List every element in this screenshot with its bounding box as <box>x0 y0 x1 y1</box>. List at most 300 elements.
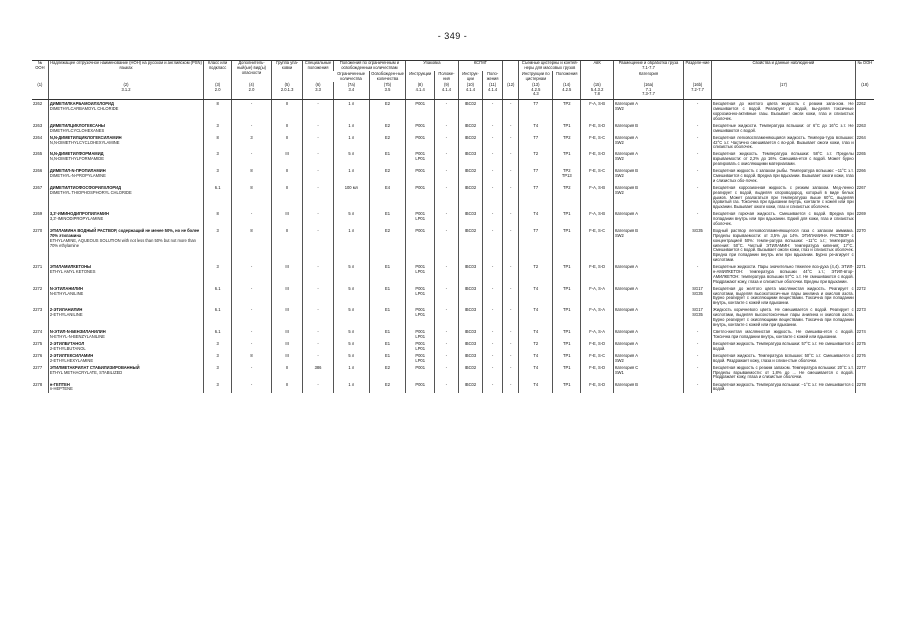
subheader-ibc-instructions: Инструк-ции <box>458 71 483 81</box>
column-12: - <box>503 328 519 340</box>
stowage-category: Категория A <box>613 210 683 227</box>
properties: Бесцветная горючая жидкость. Смешивается с водой. Вредна при попадании внутрь или при вдыхании. Едкий для кожи, глаз и слизистых оболочек. <box>713 211 854 227</box>
ibc-provision: - <box>483 122 503 134</box>
special-provisions: - <box>303 210 333 227</box>
packing-instruction: P001 <box>406 167 435 184</box>
shipping-name-ru: ДИМЕТИЛЦИКЛОГЕКСАНЫ <box>49 122 105 128</box>
shipping-name-en: n-HEPTENE <box>49 386 73 392</box>
packing-group: II <box>271 381 303 393</box>
excepted-quantity: E2 <box>369 167 405 184</box>
col-header-un: № ООН <box>32 61 48 82</box>
stowage-category: Категория A SW2 <box>613 352 683 364</box>
segregation: SG17 SG35 <box>684 306 712 328</box>
shipping-name <box>48 263 203 285</box>
properties: Бесцветные жидкости. Температура вспышки: от 6°С до 16°С з.т. Не смешиваются с водой. <box>713 122 854 133</box>
ems-code: F-E, S-C <box>581 227 614 263</box>
limited-quantity: 5 л <box>333 285 369 307</box>
ems-code: F-E, S-D <box>581 263 614 285</box>
packing-instruction: P001 <box>406 122 435 134</box>
limited-quantity: 5 л <box>333 340 369 352</box>
packing-instruction: P001 LP01 <box>406 263 435 285</box>
packing-instruction: P001 <box>406 100 435 122</box>
tank-instruction: T4 <box>519 285 553 307</box>
stowage-category: Категория B <box>613 122 683 134</box>
ibc-provision: - <box>483 263 503 285</box>
subsidiary-risk: - <box>232 263 272 285</box>
ibc-provision: - <box>483 364 503 381</box>
stowage-category: Категория B SW2 <box>613 167 683 184</box>
subsidiary-risk: - <box>232 381 272 393</box>
un-number: 2262 <box>33 101 43 107</box>
packing-provision: - <box>435 263 458 285</box>
special-provisions: - <box>303 227 333 263</box>
packing-group: III <box>271 263 303 285</box>
class: 3 <box>204 352 232 364</box>
special-provisions: - <box>303 328 333 340</box>
un-number: 2277 <box>33 364 43 370</box>
excepted-quantity: E1 <box>369 150 405 167</box>
limited-quantity: 1 л <box>333 227 369 263</box>
packing-instruction: P001 LP01 <box>406 210 435 227</box>
tank-instruction: T4 <box>519 122 553 134</box>
packing-provision: - <box>435 227 458 263</box>
subsidiary-risk: - <box>232 364 272 381</box>
subsidiary-risk: - <box>232 328 272 340</box>
tank-provision: TP2 <box>553 134 581 151</box>
properties: Бесцветная жидкость. Температура вспышки: 50°С з.т. Смешивается с водой. Раздражает кожу, глаза и слизи-стые оболочки. <box>713 352 854 363</box>
un-number-right: 2278 <box>855 381 874 393</box>
column-number: (13) 4.2.5 4.3 <box>519 82 553 100</box>
packing-instruction: P001 <box>406 227 435 263</box>
shipping-name-en: 3,3'-IMINODIPROPYLAMINE <box>49 216 104 222</box>
column-12: - <box>503 364 519 381</box>
column-number: (12) <box>503 82 519 100</box>
tank-instruction: T4 <box>519 328 553 340</box>
col-header-class: Класс или подкласс <box>204 61 232 82</box>
packing-instruction: P001 LP01 <box>406 352 435 364</box>
stowage-category: Категория A SW2 <box>613 100 683 122</box>
excepted-quantity: E1 <box>369 263 405 285</box>
column-12: - <box>503 100 519 122</box>
segregation: - <box>684 352 712 364</box>
properties: Бесцветная до желтого цвета маслянистая жидкость. Реагирует с кислотами, выделяя высокотоксич-ные пары анилина и окислов азота. Бурно реагирует с окисляющими веществами. Токсична при попадании внутрь, контакте с кожей или вдыхании. <box>713 285 854 306</box>
un-number-right: 2274 <box>855 328 874 340</box>
table-row <box>32 134 874 151</box>
ibc-provision: - <box>483 285 503 307</box>
un-number-right: 2267 <box>855 184 874 210</box>
ibc-instruction: IBC02 <box>458 184 483 210</box>
ibc-provision: - <box>483 184 503 210</box>
packing-provision: - <box>435 100 458 122</box>
ibc-provision: - <box>483 150 503 167</box>
special-provisions: - <box>303 134 333 151</box>
tank-provision: TP2 <box>553 100 581 122</box>
tank-provision: TP1 <box>553 328 581 340</box>
ibc-instruction: IBC02 <box>458 134 483 151</box>
col-header-subsidiary-risk: Дополнитель-ный(ые) вид(ы) опасности <box>232 61 272 82</box>
properties: Водный раствор легковоспламеняющегося газа с запахом аммиака. Пределы взрываемости: от 3,5% до 14%. ЭТИЛАМИНА РАСТВОР с концентрацией 50%: темпе-ратура вспышки: −11°С з.т.; температура кипения: 50°С. Чистый ЭТИЛАМИН: температура кипения: 17°С. Смешивается с водой. Вызывает ожоги кожи, глаз и слизистых оболочек. Вредна при попадании внутрь или при вдыхании. Бурно ре-агирует с кислотами. <box>713 228 854 262</box>
packing-group: II <box>271 122 303 134</box>
special-provisions: 386 <box>303 364 333 381</box>
un-number: 2264 <box>33 134 43 140</box>
properties: Бесцветная до желтого цвета жидкость с резким запа-хом. Не смешивается с водой. Реагирует с водой, вы-деляя токсичные коррозионно-активные газы. Вызывает ожоги кожи, глаз и слизистых оболочек. <box>713 101 854 121</box>
limited-quantity: 5 л <box>333 306 369 328</box>
shipping-name-ru: ЭТИЛАМИЛКЕТОНЫ <box>49 264 92 270</box>
column-number: (15) 5.4.3.2 7.8 <box>581 82 614 100</box>
ems-code: F-E, S-D <box>581 150 614 167</box>
class: 3 <box>204 150 232 167</box>
col-header-stowage: Размещение и обработка груза 7.1-7.7 <box>613 61 683 72</box>
packing-group: III <box>271 150 303 167</box>
excepted-quantity: E2 <box>369 122 405 134</box>
limited-quantity: 100 мл <box>333 184 369 210</box>
un-number-right: 2273 <box>855 306 874 328</box>
ems-code: F-A, S-A <box>581 328 614 340</box>
table-row <box>32 352 874 364</box>
excepted-quantity: E1 <box>369 285 405 307</box>
shipping-name-ru: 2-ЭТИЛГЕКСИЛАМИН <box>49 352 94 358</box>
subsidiary-risk: 8 <box>232 184 272 210</box>
packing-provision: - <box>435 306 458 328</box>
packing-instruction: P001 LP01 <box>406 150 435 167</box>
packing-group: II <box>271 184 303 210</box>
class: 3 <box>204 381 232 393</box>
segregation: - <box>684 263 712 285</box>
class: 3 <box>204 227 232 263</box>
shipping-name-en: N-ETHYLANILINE <box>49 290 84 296</box>
shipping-name <box>48 227 203 263</box>
ibc-provision: - <box>483 381 503 393</box>
ibc-instruction: IBC03 <box>458 210 483 227</box>
column-12: - <box>503 150 519 167</box>
segregation: - <box>684 340 712 352</box>
column-12: - <box>503 352 519 364</box>
table-row <box>32 184 874 210</box>
subsidiary-risk: - <box>232 122 272 134</box>
ibc-provision: - <box>483 210 503 227</box>
packing-group: III <box>271 210 303 227</box>
table-row <box>32 122 874 134</box>
packing-provision: - <box>435 285 458 307</box>
ibc-instruction: IBC03 <box>458 340 483 352</box>
stowage-category: Категория A <box>613 263 683 285</box>
column-number: (4) 2.0 <box>232 82 272 100</box>
col-header-special-provisions: Специальные положения <box>303 61 333 82</box>
segregation: - <box>684 122 712 134</box>
table-row <box>32 227 874 263</box>
column-number: (11) 4.1.4 <box>483 82 503 100</box>
excepted-quantity: E1 <box>369 340 405 352</box>
limited-quantity: 1 л <box>333 122 369 134</box>
col-header-ems: АвК <box>581 61 614 82</box>
subsidiary-risk: 8 <box>232 352 272 364</box>
column-number: (2) 3.1.2 <box>48 82 203 100</box>
special-provisions: - <box>303 167 333 184</box>
packing-provision: - <box>435 328 458 340</box>
subsidiary-risk: 8 <box>232 167 272 184</box>
class: 3 <box>204 122 232 134</box>
subheader-limited: Ограниченные количества <box>337 71 366 81</box>
class: 3 <box>204 263 232 285</box>
properties: Бесцветная жидкость с резким запахом. Температура вспышки: 20°С з.т. Пределы взрываемости: от 1,8% до ... Не смешивается с водой. Раздражает кожу, глаза и слизистые оболочки. <box>713 364 854 380</box>
column-12: - <box>503 306 519 328</box>
excepted-quantity: E2 <box>369 134 405 151</box>
un-number-right: 2264 <box>855 134 874 151</box>
column-number: (9) 4.1.4 <box>435 82 458 100</box>
special-provisions: - <box>303 263 333 285</box>
packing-group: III <box>271 306 303 328</box>
un-number-right: 2272 <box>855 285 874 307</box>
column-12: - <box>503 134 519 151</box>
tank-provision: TP1 <box>553 227 581 263</box>
shipping-name-en: ETHYL AMYL KETONES <box>49 268 96 274</box>
segregation: - <box>684 210 712 227</box>
packing-provision: - <box>435 122 458 134</box>
segregation: - <box>684 184 712 210</box>
packing-group: II <box>271 167 303 184</box>
table-row <box>32 167 874 184</box>
excepted-quantity: E1 <box>369 306 405 328</box>
tank-provision: TP1 <box>553 150 581 167</box>
tank-instruction: T4 <box>519 210 553 227</box>
dangerous-goods-table <box>32 60 874 393</box>
subheader-pack-provisions: Положе-ния <box>435 71 458 81</box>
table-row <box>32 150 874 167</box>
class: 3 <box>204 167 232 184</box>
class: 8 <box>204 210 232 227</box>
packing-provision: - <box>435 340 458 352</box>
ibc-instruction: IBC03 <box>458 263 483 285</box>
stowage-category: Категория A <box>613 285 683 307</box>
un-number-right: 2265 <box>855 150 874 167</box>
packing-provision: - <box>435 134 458 151</box>
ibc-provision: - <box>483 340 503 352</box>
excepted-quantity: E1 <box>369 210 405 227</box>
subheader-tank-instructions: Инструкции по цистернам <box>519 71 553 81</box>
properties: Бесцветная жидкость. Температура вспышки: 58°С з.т. Пределы взрываемости: от 2,2% до 16%. Смешива-ется с водой. Может бурно реагировать с окисляющими материалами. <box>713 151 854 167</box>
un-number: 2272 <box>33 285 43 291</box>
excepted-quantity: E2 <box>369 381 405 393</box>
un-number: 2274 <box>33 328 43 334</box>
un-number: 2271 <box>33 264 43 270</box>
packing-instruction: P001 LP01 <box>406 328 435 340</box>
limited-quantity: 5 л <box>333 263 369 285</box>
excepted-quantity: E2 <box>369 364 405 381</box>
ibc-instruction: IBC02 <box>458 227 483 263</box>
column-number: (10) 4.1.4 <box>458 82 483 100</box>
class: 6.1 <box>204 306 232 328</box>
tank-provision: TP1 <box>553 381 581 393</box>
un-number-right: 2266 <box>855 167 874 184</box>
un-number-right: 2276 <box>855 352 874 364</box>
stowage-category: Категория A <box>613 328 683 340</box>
col-header-limited-quantities: Положения по ограниченным и освобожденным количествам <box>333 61 405 72</box>
tank-instruction: T7 <box>519 134 553 151</box>
limited-quantity: 1 л <box>333 134 369 151</box>
un-number-right: 2262 <box>855 100 874 122</box>
un-number: 2273 <box>33 307 43 313</box>
col-header-ibc: КСГМГ <box>458 61 502 72</box>
ems-code: F-A, S-A <box>581 285 614 307</box>
un-number: 2269 <box>33 211 43 217</box>
shipping-name <box>48 285 203 307</box>
column-number: (18) <box>855 82 874 100</box>
table-row <box>32 100 874 122</box>
tank-instruction: T2 <box>519 263 553 285</box>
un-number: 2278 <box>33 381 43 387</box>
un-number: 2265 <box>33 151 43 157</box>
ibc-instruction: IBC03 <box>458 150 483 167</box>
column-number: (6) 3.3 <box>303 82 333 100</box>
shipping-name-en: 2-ETHYLANILINE <box>49 312 83 318</box>
tank-instruction: T4 <box>519 352 553 364</box>
limited-quantity: 1 л <box>333 100 369 122</box>
shipping-name-en: N,N-DIMETHYLFORMAMIDE <box>49 156 104 162</box>
column-number: (3) 2.0 <box>204 82 232 100</box>
shipping-name-ru: ДИМЕТИЛКАРБАМОИЛХЛОРИД <box>49 101 114 107</box>
subsidiary-risk: - <box>232 210 272 227</box>
packing-group: II <box>271 227 303 263</box>
segregation: SG17 SG35 <box>684 285 712 307</box>
packing-provision: - <box>435 167 458 184</box>
segregation: - <box>684 167 712 184</box>
packing-provision: - <box>435 352 458 364</box>
shipping-name <box>48 306 203 328</box>
table-row <box>32 263 874 285</box>
subsidiary-risk: 3 <box>232 134 272 151</box>
table-row <box>32 364 874 381</box>
tank-instruction: T7 <box>519 100 553 122</box>
shipping-name-en: ETHYLAMINE, AQUEOUS SOLUTION with not less than 50% but not more than 70% ethylamine <box>49 237 196 248</box>
ems-code: F-E, S-D <box>581 364 614 381</box>
packing-group: II <box>271 364 303 381</box>
ibc-provision: - <box>483 227 503 263</box>
segregation: - <box>684 134 712 151</box>
shipping-name <box>48 150 203 167</box>
shipping-name <box>48 167 203 184</box>
subheader-tank-provisions: Положения <box>553 71 581 81</box>
col-header-name: Надлежащее отгрузочное наименование (НОН) на русском и английском (PSN) языках <box>48 61 203 82</box>
class: 6.1 <box>204 285 232 307</box>
packing-provision: - <box>435 210 458 227</box>
tank-instruction: T7 <box>519 227 553 263</box>
properties: Бесцветная жидкость. Температура вспышки: 57°С з.т. Не смешивается с водой. <box>713 340 854 351</box>
ems-code: F-E, S-D <box>581 122 614 134</box>
shipping-name-en: N,N-DIMETHYLCYCLOHEXYLAMINE <box>49 139 120 145</box>
column-number: (5) 2.0.1.3 <box>271 82 303 100</box>
limited-quantity: 5 л <box>333 150 369 167</box>
stowage-category: Категория B SW2 <box>613 227 683 263</box>
special-provisions: - <box>303 100 333 122</box>
packing-instruction: P001 <box>406 184 435 210</box>
stowage-category: Категория B <box>613 381 683 393</box>
packing-provision: - <box>435 381 458 393</box>
class: 8 <box>204 100 232 122</box>
shipping-name-ru: ЭТИЛМЕТАКРИЛАТ СТАБИЛИЗИРОВАННЫЙ <box>49 364 140 370</box>
limited-quantity: 1 л <box>333 167 369 184</box>
tank-instruction: T2 <box>519 340 553 352</box>
tank-instruction: T2 <box>519 150 553 167</box>
properties: Бесцветная жидкость. Температура вспышки: −1°С з.т. Не смешивается с водой. <box>713 381 854 392</box>
special-provisions: - <box>303 381 333 393</box>
special-provisions: - <box>303 184 333 210</box>
tank-provision: TP1 <box>553 352 581 364</box>
special-provisions: - <box>303 285 333 307</box>
col-header-packing-group: Группа упа-ковки <box>271 61 303 82</box>
tank-provision: TP2 <box>553 184 581 210</box>
shipping-name <box>48 381 203 393</box>
excepted-quantity: E1 <box>369 352 405 364</box>
packing-provision: - <box>435 364 458 381</box>
un-number-right: 2263 <box>855 122 874 134</box>
column-12: - <box>503 184 519 210</box>
table-row <box>32 285 874 307</box>
un-number-right: 2270 <box>855 227 874 263</box>
segregation: - <box>684 150 712 167</box>
column-12: - <box>503 167 519 184</box>
limited-quantity: 5 л <box>333 210 369 227</box>
ibc-provision: - <box>483 134 503 151</box>
col-header-packing: Упаковка <box>406 61 459 72</box>
packing-group: II <box>271 134 303 151</box>
page-number: - 349 - <box>437 31 468 41</box>
ibc-provision: - <box>483 167 503 184</box>
packing-group: II <box>271 100 303 122</box>
shipping-name <box>48 328 203 340</box>
excepted-quantity: E4 <box>369 184 405 210</box>
tank-provision: TP1 <box>553 364 581 381</box>
shipping-name-en: DIMETHYL-N-PROPYLAMINE <box>49 173 106 179</box>
column-12: - <box>503 381 519 393</box>
class: 6.1 <box>204 328 232 340</box>
tank-provision: TP1 <box>553 285 581 307</box>
un-number-right: 2269 <box>855 210 874 227</box>
column-number: (8) 4.1.4 <box>406 82 435 100</box>
shipping-name-ru: N,N-ДИМЕТИЛФОРМАМИД <box>49 151 104 157</box>
ibc-instruction: IBC02 <box>458 364 483 381</box>
ems-code: F-E, S-C <box>581 134 614 151</box>
ibc-instruction: IBC03 <box>458 285 483 307</box>
col-header-tanks: Съемные цистерны и контей-неры для массовых грузов <box>519 61 581 72</box>
shipping-name-ru: н-ГЕПТЕН <box>49 381 70 387</box>
shipping-name-en: DIMETHYLCARBAMOYL CHLORIDE <box>49 105 119 111</box>
segregation: - <box>684 381 712 393</box>
ems-code: F-A, S-B <box>581 210 614 227</box>
column-number: (17) <box>712 82 856 100</box>
subsidiary-risk: - <box>232 150 272 167</box>
excepted-quantity: E2 <box>369 100 405 122</box>
shipping-name-ru: N,N-ДИМЕТИЛЦИКЛОГЕКСИЛАМИН <box>49 134 122 140</box>
table-row <box>32 210 874 227</box>
un-number-right: 2277 <box>855 364 874 381</box>
un-number: 2267 <box>33 185 43 191</box>
properties: Бесцветная коррозионная жидкость с резким запахом. Мед-ленно реагирует с водой, выделяя хлороводород, который в виде белых дымов. Может разлагаться при температурах выше 60°С, выделяя ядовитый газ. Токсична при вдыхании внутрь, контакте с кожей или при вдыхании. Вызывает ожоги кожи, глаз и слизистых оболочек. <box>713 185 854 210</box>
column-12: - <box>503 340 519 352</box>
packing-instruction: P001 <box>406 134 435 151</box>
properties: Жидкость коричневого цвета. Не смешивается с водой. Реагирует с кислотами, выделяя высокотоксичные пары анилина и окислов азота. Бурно реагирует с окисляющими веществами. Токсична при попадании внутрь, контакте с кожей или при вдыхании. <box>713 307 854 327</box>
packing-instruction: P001 LP01 <box>406 285 435 307</box>
un-number-right: 2275 <box>855 340 874 352</box>
stowage-category: Категория A <box>613 306 683 328</box>
column-number: (14) 4.2.5 <box>553 82 581 100</box>
packing-group: III <box>271 340 303 352</box>
shipping-name <box>48 352 203 364</box>
shipping-name-ru: 3,3'-ИМИНОДИПРОПИЛАМИН <box>49 211 109 217</box>
shipping-name-en: ETHYL METHACRYLATE, STABILIZED <box>49 369 123 375</box>
subheader-pack-instructions: Инструкции <box>406 71 435 81</box>
ibc-provision: - <box>483 352 503 364</box>
ibc-instruction: IBC03 <box>458 306 483 328</box>
